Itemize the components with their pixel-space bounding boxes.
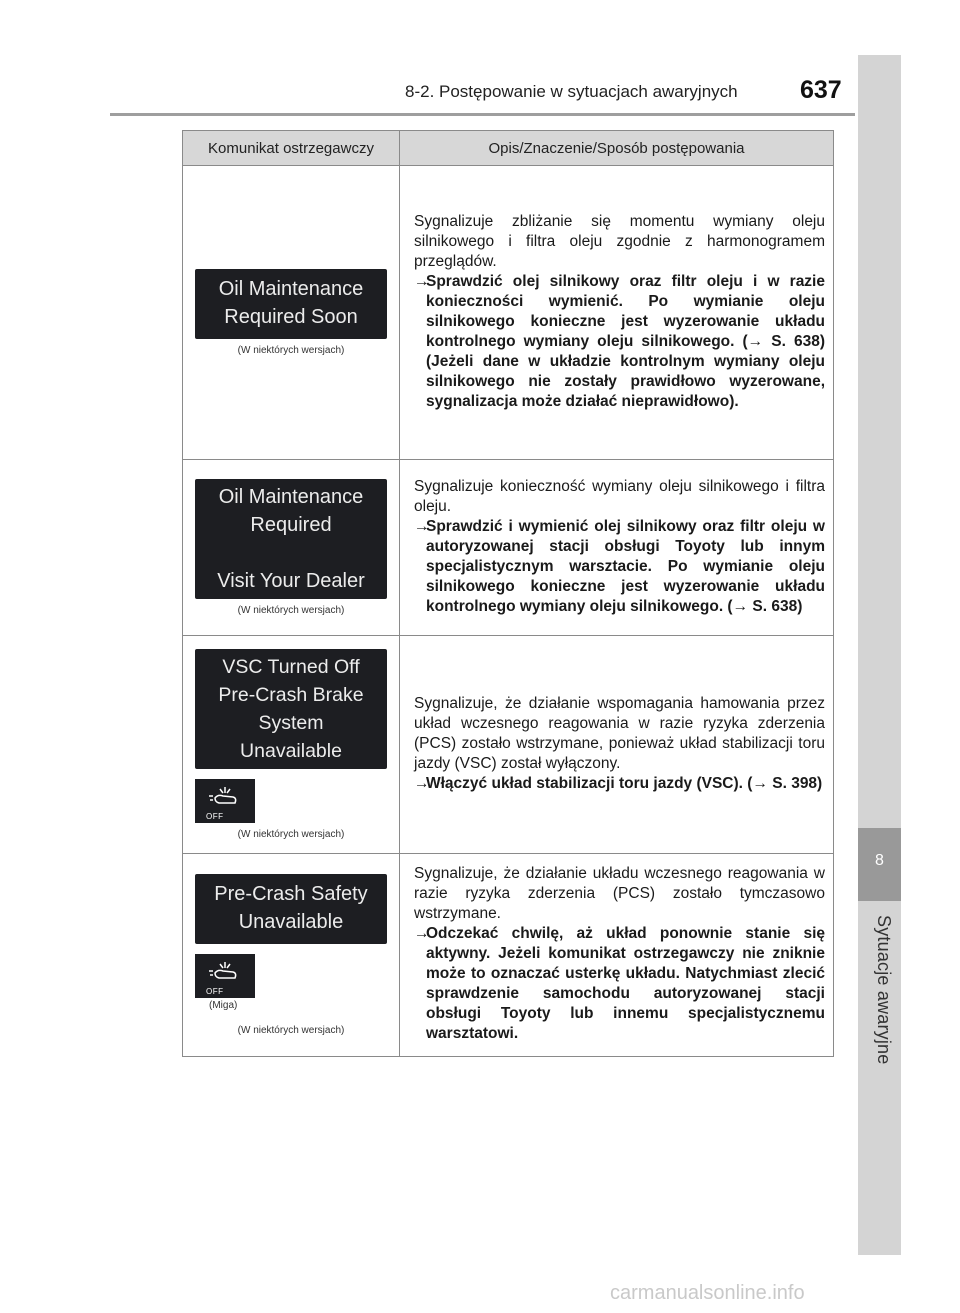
description-text: Sygnalizuje, że działanie wspomagania hamowania przez układ wczesnego reagowania w razie ryzyka zderzenia (PCS) zostało wstrzymane, ponieważ układ stabilizacji toru jazdy (VSC) został wyłączony. [414, 694, 825, 772]
display-screen [195, 479, 387, 599]
icon-off-label: OFF [206, 987, 224, 996]
action-item [414, 517, 825, 617]
table-row [183, 460, 834, 636]
table-header-row [183, 131, 834, 166]
icon-blink-note: (Miga) [209, 1000, 238, 1011]
action-item [414, 774, 825, 794]
screen-line [195, 539, 387, 567]
description-cell [400, 460, 834, 636]
header-rule [110, 113, 855, 116]
screen-line: Visit Your Dealer [217, 570, 365, 592]
description-cell [400, 166, 834, 460]
table-row [183, 166, 834, 460]
pcs-off-icon [195, 954, 255, 998]
description-text: Sygnalizuje zbliżanie się momentu wymiany oleju silnikowego i filtra oleju zgodnie z harmonogramem przeglądów. [414, 212, 825, 270]
display-screen [195, 649, 387, 769]
version-note: (W niektórych wersjach) [237, 345, 345, 356]
chapter-label: Sytuacje awaryjne [874, 915, 894, 1065]
description-text: Sygnalizuje, że działanie układu wczesnego reagowania w razie ryzyka zderzenia (PCS) zostało tymczasowo wstrzymane. [414, 865, 825, 922]
arrow-icon: → [414, 272, 430, 290]
arrow-icon: → [414, 925, 430, 942]
screen-line: Oil Maintenance [218, 278, 364, 300]
icon-off-label: OFF [206, 812, 224, 821]
arrow-icon: → [414, 517, 430, 535]
version-note: (W niektórych wersjach) [237, 829, 345, 840]
warning-message-table [182, 130, 834, 1057]
display-screen [195, 269, 387, 339]
column-header-description: Opis/Znaczenie/Sposób postępowania [400, 131, 834, 166]
chapter-number: 8 [875, 852, 884, 869]
version-note: (W niektórych wersjach) [237, 605, 345, 616]
description-cell [400, 854, 834, 1057]
message-cell [183, 636, 400, 854]
pcs-car-icon [207, 784, 243, 812]
watermark: carmanualsonline.info [610, 1282, 805, 1304]
page-number: 637 [800, 76, 842, 104]
screen-line: Pre-Crash Safety [214, 883, 368, 905]
description-text: Sygnalizuje konieczność wymiany oleju silnikowego i filtra oleju. [414, 477, 825, 515]
screen-line: VSC Turned Off [222, 656, 360, 678]
arrow-icon: → [414, 774, 430, 792]
action-text: Sprawdzić olej silnikowy oraz filtr oleju i w razie konieczności wymienić. Po wymianie oleju silnikowego konieczne jest wyzerowanie układu kontrolnego wymiany oleju silnikowego. (→ S. 638) (Jeżeli dane w układzie kontrolnym wymiany oleju silnikowego nie zostały prawidłowo wyzerowane, sygnalizacja może działać nieprawidłowo). [426, 272, 825, 410]
action-text: Sprawdzić i wymienić olej silnikowy oraz filtr oleju w autoryzowanej stacji obsługi Toyoty lub innym specjalistycznym warsztacie. Po wymianie oleju silnikowego konieczne jest wyzerowanie układu kontrolnego wymiany oleju silnikowego. (→ S. 638) [426, 517, 825, 615]
action-text: Włączyć układ stabilizacji toru jazdy (VSC). (→ S. 398) [426, 774, 823, 792]
screen-line: Required [250, 514, 332, 536]
version-note: (W niektórych wersjach) [237, 1025, 345, 1036]
screen-line: Oil Maintenance [218, 486, 364, 508]
table-row [183, 854, 834, 1057]
message-cell [183, 854, 400, 1057]
pcs-car-icon [207, 959, 243, 987]
screen-line: System [258, 712, 324, 734]
screen-line: Pre-Crash Brake [218, 684, 364, 706]
pcs-off-icon [195, 779, 255, 823]
column-header-message: Komunikat ostrzegawczy [183, 131, 400, 166]
action-item [414, 924, 825, 1044]
message-cell [183, 166, 400, 460]
action-text: Odczekać chwilę, aż układ ponownie stanie się aktywny. Jeżeli komunikat ostrzegawczy nie zniknie może to oznaczać usterkę układu. Natychmiast zlecić sprawdzenie samochodu autoryzowanej stacji obsługi Toyoty lub innemu specjalistycznemu warsztatowi. [426, 925, 825, 1042]
screen-line: Required Soon [224, 306, 358, 328]
message-cell [183, 460, 400, 636]
action-item [414, 272, 825, 412]
table-row [183, 636, 834, 854]
screen-line: Unavailable [238, 911, 344, 933]
description-cell [400, 636, 834, 854]
screen-line: Unavailable [240, 740, 342, 762]
section-title: 8-2. Postępowanie w sytuacjach awaryjnych [405, 82, 738, 101]
display-screen [195, 874, 387, 944]
side-strip [858, 55, 901, 1255]
